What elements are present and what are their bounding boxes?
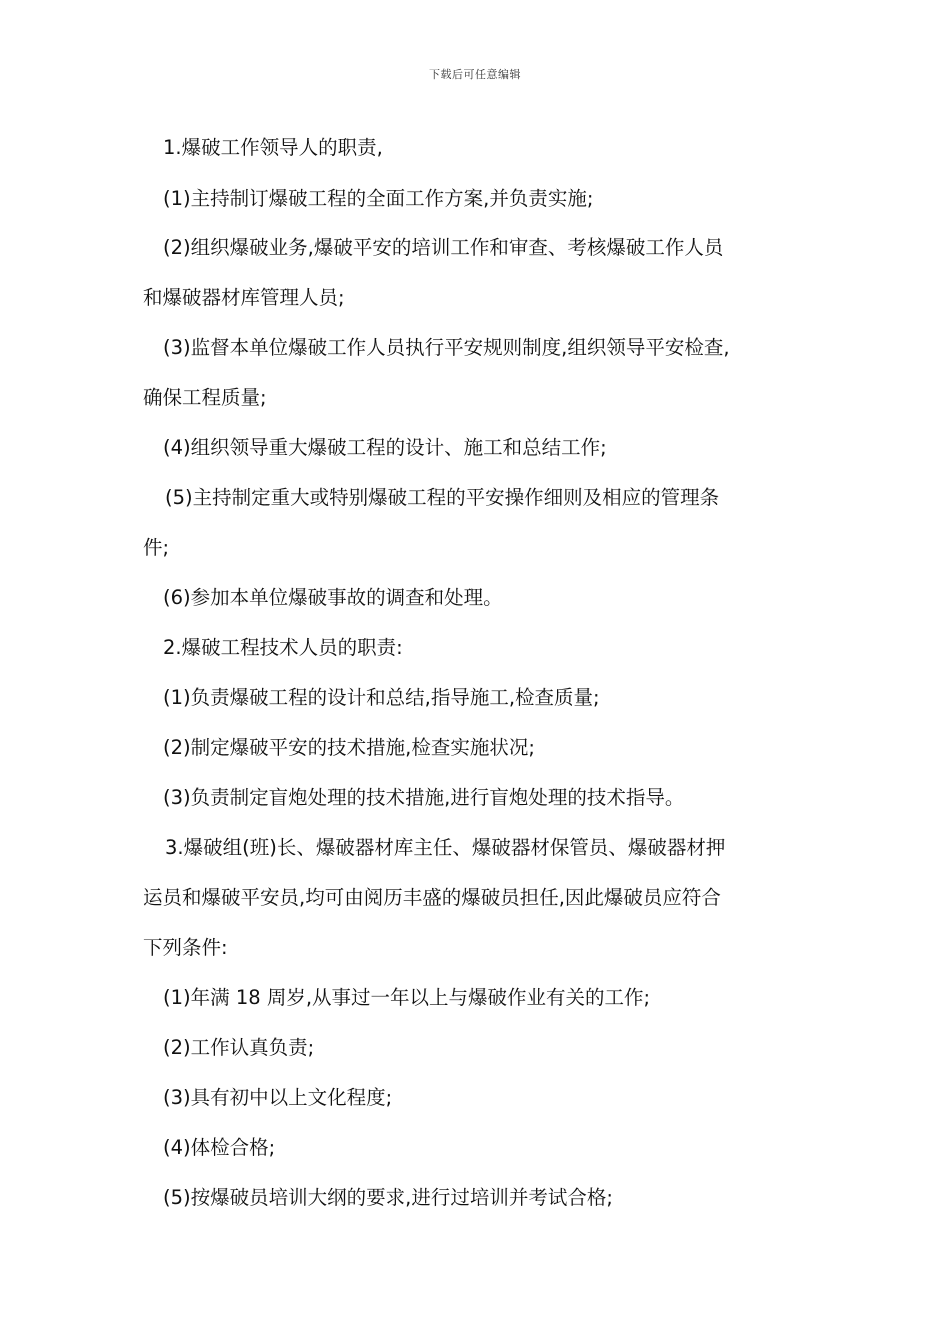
text-line: (1)负责爆破工程的设计和总结,指导施工,检查质量; — [163, 686, 600, 709]
section-heading-1: 1.爆破工作领导人的职责, — [163, 136, 383, 159]
text-line: 和爆破器材库管理人员; — [143, 286, 345, 309]
section-heading-2: 2.爆破工程技术人员的职责: — [163, 636, 403, 659]
text-line: (1)年满 18 周岁,从事过一年以上与爆破作业有关的工作; — [163, 986, 651, 1009]
text-line: (4)体检合格; — [163, 1136, 276, 1159]
text-line: 运员和爆破平安员,均可由阅历丰盛的爆破员担任,因此爆破员应符合 — [143, 886, 721, 909]
text-line: (5)按爆破员培训大纲的要求,进行过培训并考试合格; — [163, 1186, 613, 1209]
text-line: 确保工程质量; — [143, 386, 267, 409]
text-line: (2)组织爆破业务,爆破平安的培训工作和审查、考核爆破工作人员 — [163, 236, 724, 259]
text-line: (3)负责制定盲炮处理的技术措施,进行盲炮处理的技术指导。 — [163, 786, 685, 809]
text-line: 件; — [143, 536, 170, 559]
text-line: (2)工作认真负责; — [163, 1036, 315, 1059]
text-line: (5)主持制定重大或特别爆破工程的平安操作细则及相应的管理条 — [165, 486, 720, 509]
section-heading-3: 3.爆破组(班)长、爆破器材库主任、爆破器材保管员、爆破器材押 — [165, 836, 726, 859]
text-line: (3)具有初中以上文化程度; — [163, 1086, 393, 1109]
text-line: (6)参加本单位爆破事故的调查和处理。 — [163, 586, 503, 609]
text-line: (2)制定爆破平安的技术措施,检查实施状况; — [163, 736, 535, 759]
page-header: 下载后可任意编辑 — [429, 68, 521, 81]
text-line: (4)组织领导重大爆破工程的设计、施工和总结工作; — [163, 436, 607, 459]
text-line: 下列条件: — [143, 936, 228, 959]
text-line: (3)监督本单位爆破工作人员执行平安规则制度,组织领导平安检查, — [163, 336, 730, 359]
text-line: (1)主持制订爆破工程的全面工作方案,并负责实施; — [163, 187, 594, 210]
